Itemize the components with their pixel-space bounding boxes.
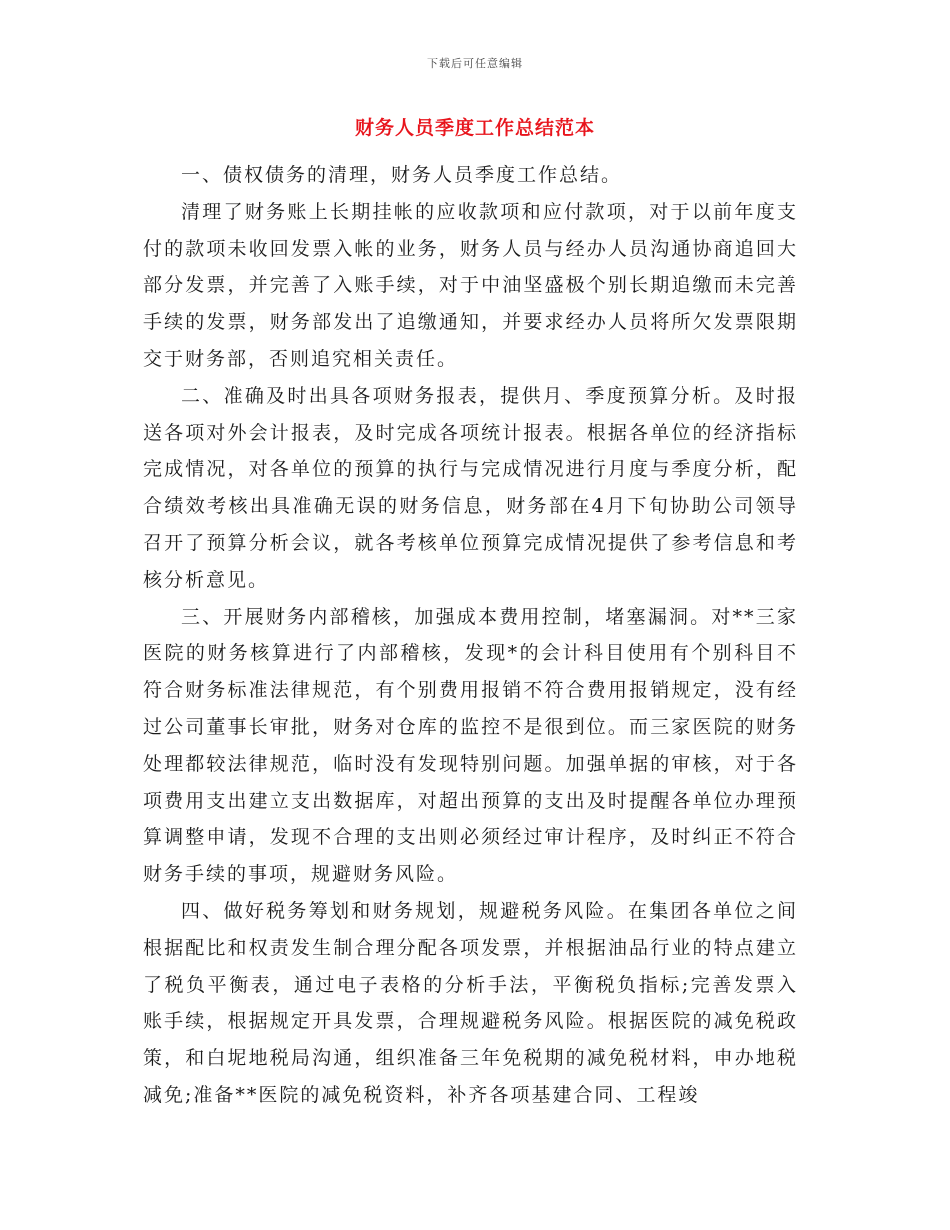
paragraph: 四、做好税务筹划和财务规划，规避税务风险。在集团各单位之间根据配比和权责发生制合理分配各项发票，并根据油品行业的特点建立了税负平衡表，通过电子表格的分析手法，平衡税负指标;完善发票入账手续，根据规定开具发票，合理规避税务风险。根据医院的减免税政策，和白坭地税局沟通，组织准备三年免税期的减免税材料，申办地税减免;准备**医院的减免税资料，补齐各项基建合同、工程竣	[143, 899, 798, 1106]
header-note: 下载后可任意编辑	[427, 57, 523, 70]
paragraph: 一、债权债务的清理，财务人员季度工作总结。	[181, 164, 623, 186]
document-title: 财务人员季度工作总结范本	[354, 117, 595, 139]
paragraph: 清理了财务账上长期挂帐的应收款项和应付款项，对于以前年度支付的款项未收回发票入帐的业务，财务人员与经办人员沟通协商追回大部分发票，并完善了入账手续，对于中油坚盛极个别长期追缴而未完善手续的发票，财务部发出了追缴通知，并要求经办人员将所欠发票限期交于财务部，否则追究相关责任。	[143, 200, 798, 370]
document-body	[143, 157, 798, 1114]
paragraph: 二、准确及时出具各项财务报表，提供月、季度预算分析。及时报送各项对外会计报表，及时完成各项统计报表。根据各单位的经济指标完成情况，对各单位的预算的执行与完成情况进行月度与季度分析，配合绩效考核出具准确无误的财务信息，财务部在4月下旬协助公司领导召开了预算分析会议，就各考核单位预算完成情况提供了参考信息和考核分析意见。	[143, 384, 798, 591]
paragraph: 三、开展财务内部稽核，加强成本费用控制，堵塞漏洞。对**三家医院的财务核算进行了内部稽核，发现*的会计科目使用有个别科目不符合财务标准法律规范，有个别费用报销不符合费用报销规定，没有经过公司董事长审批，财务对仓库的监控不是很到位。而三家医院的财务处理都较法律规范，临时没有发现特别问题。加强单据的审核，对于各项费用支出建立支出数据库，对超出预算的支出及时提醒各单位办理预算调整申请，发现不合理的支出则必须经过审计程序，及时纠正不符合财务手续的事项，规避财务风险。	[143, 605, 798, 886]
